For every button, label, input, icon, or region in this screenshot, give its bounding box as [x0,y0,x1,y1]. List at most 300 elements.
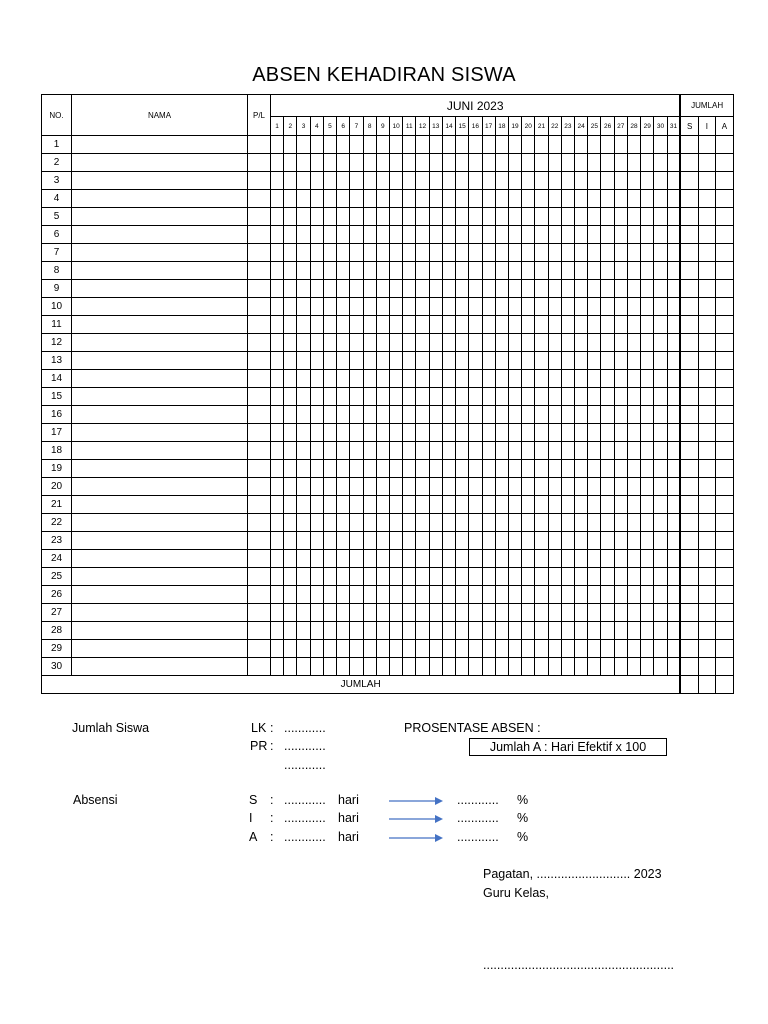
day-cell [442,298,455,316]
day-cell [627,352,640,370]
day-cell [601,208,614,226]
day-cell [376,586,389,604]
pr-label: PR [250,739,268,753]
day-cell [561,388,574,406]
day-cell [667,640,680,658]
day-cell [588,604,601,622]
day-cell [667,658,680,676]
day-cell [350,136,363,154]
pl-cell [248,622,271,640]
day-cell [456,550,469,568]
day-cell [323,262,336,280]
day-cell [297,604,310,622]
day-cell [614,478,627,496]
day-cell [403,208,416,226]
day-cell [323,496,336,514]
day-cell [442,226,455,244]
day-cell [389,352,402,370]
day-cell [416,352,429,370]
day-cell [614,262,627,280]
day-cell [310,496,323,514]
day-cell [403,532,416,550]
day-cell [641,370,654,388]
summary-cell [698,478,715,496]
day-cell [403,586,416,604]
day-cell [363,352,376,370]
day-cell [403,460,416,478]
summary-cell [715,640,733,658]
day-cell [469,262,482,280]
day-cell [535,568,548,586]
summary-cell [698,442,715,460]
day-cell [284,568,297,586]
day-cell [601,136,614,154]
day-cell [429,496,442,514]
day-cell [363,316,376,334]
summary-cell [715,316,733,334]
day-cell [654,622,667,640]
day-cell [376,424,389,442]
header-day: 12 [416,117,429,136]
day-cell [482,496,495,514]
name-cell [72,262,248,280]
day-cell [535,604,548,622]
day-cell [363,136,376,154]
day-cell [561,586,574,604]
day-cell [561,460,574,478]
summary-cell [698,190,715,208]
day-cell [456,316,469,334]
day-cell [389,334,402,352]
day-cell [601,658,614,676]
row-number: 4 [42,190,72,208]
day-cell [548,244,561,262]
day-cell [535,280,548,298]
day-cell [641,532,654,550]
day-cell [508,478,521,496]
name-cell [72,478,248,496]
day-cell [389,370,402,388]
day-cell [469,208,482,226]
table-row [42,388,734,406]
day-cell [588,568,601,586]
day-cell [588,262,601,280]
day-cell [482,244,495,262]
day-cell [323,604,336,622]
day-cell [389,550,402,568]
day-cell [337,208,350,226]
table-row [42,514,734,532]
name-cell [72,298,248,316]
header-day: 13 [429,117,442,136]
name-cell [72,460,248,478]
summary-cell [715,532,733,550]
day-cell [350,532,363,550]
day-cell [522,334,535,352]
day-cell [416,658,429,676]
day-cell [522,370,535,388]
summary-cell [698,586,715,604]
day-cell [337,622,350,640]
day-cell [495,586,508,604]
summary-cell [715,406,733,424]
table-row [42,640,734,658]
pl-cell [248,334,271,352]
pl-cell [248,208,271,226]
day-cell [614,460,627,478]
name-cell [72,136,248,154]
summary-cell [680,154,698,172]
day-cell [535,334,548,352]
day-cell [363,208,376,226]
day-cell [271,388,284,406]
row-number: 8 [42,262,72,280]
table-row [42,604,734,622]
day-cell [561,622,574,640]
day-cell [323,622,336,640]
day-cell [442,478,455,496]
day-cell [667,226,680,244]
day-cell [561,406,574,424]
day-cell [482,154,495,172]
day-cell [323,280,336,298]
day-cell [363,604,376,622]
day-cell [403,226,416,244]
day-cell [429,406,442,424]
day-cell [456,622,469,640]
day-cell [284,532,297,550]
day-cell [403,316,416,334]
day-cell [403,298,416,316]
day-cell [627,370,640,388]
day-cell [508,460,521,478]
day-cell [456,154,469,172]
summary-cell [680,190,698,208]
day-cell [350,172,363,190]
day-cell [442,370,455,388]
row-number: 19 [42,460,72,478]
day-cell [416,442,429,460]
day-cell [271,640,284,658]
day-cell [389,136,402,154]
day-cell [627,568,640,586]
day-cell [429,622,442,640]
day-cell [350,298,363,316]
summary-cell [680,622,698,640]
day-cell [310,388,323,406]
day-cell [376,550,389,568]
day-cell [614,388,627,406]
day-cell [495,442,508,460]
day-cell [337,658,350,676]
summary-cell [715,586,733,604]
day-cell [323,226,336,244]
header-day: 8 [363,117,376,136]
day-cell [614,532,627,550]
day-cell [508,136,521,154]
day-cell [310,280,323,298]
day-cell [469,190,482,208]
day-cell [522,586,535,604]
header-day: 7 [350,117,363,136]
day-cell [323,424,336,442]
day-cell [482,568,495,586]
day-cell [614,298,627,316]
day-cell [297,622,310,640]
table-row [42,316,734,334]
day-cell [654,532,667,550]
day-cell [548,280,561,298]
day-cell [667,442,680,460]
day-cell [363,262,376,280]
summary-cell [698,298,715,316]
day-cell [522,424,535,442]
day-cell [310,658,323,676]
day-cell [389,190,402,208]
pl-cell [248,460,271,478]
page-title: ABSEN KEHADIRAN SISWA [252,64,516,86]
pl-cell [248,424,271,442]
day-cell [482,550,495,568]
day-cell [416,262,429,280]
summary-cell [698,262,715,280]
day-cell [535,658,548,676]
day-cell [456,172,469,190]
day-cell [575,298,588,316]
day-cell [376,496,389,514]
day-cell [323,568,336,586]
day-cell [363,460,376,478]
day-cell [284,190,297,208]
day-cell [363,280,376,298]
day-cell [495,568,508,586]
day-cell [561,136,574,154]
day-cell [337,244,350,262]
day-cell [508,406,521,424]
day-cell [654,154,667,172]
day-cell [297,514,310,532]
day-cell [588,532,601,550]
table-row [42,226,734,244]
day-cell [429,208,442,226]
day-cell [548,298,561,316]
day-cell [271,406,284,424]
day-cell [456,568,469,586]
day-cell [667,316,680,334]
day-cell [641,586,654,604]
day-cell [469,316,482,334]
day-cell [601,640,614,658]
summary-cell [680,262,698,280]
day-cell [561,532,574,550]
day-cell [535,316,548,334]
day-cell [337,514,350,532]
day-cell [337,532,350,550]
row-number: 29 [42,640,72,658]
table-row [42,280,734,298]
day-cell [284,658,297,676]
day-cell [641,478,654,496]
day-cell [614,640,627,658]
prosentase-label: PROSENTASE ABSEN : [404,721,541,735]
table-row [42,172,734,190]
day-cell [350,514,363,532]
day-cell [667,370,680,388]
day-cell [535,388,548,406]
header-day: 2 [284,117,297,136]
day-cell [469,370,482,388]
day-cell [575,550,588,568]
day-cell [614,316,627,334]
header-day: 14 [442,117,455,136]
name-cell [72,568,248,586]
day-cell [601,568,614,586]
day-cell [323,316,336,334]
day-cell [535,190,548,208]
day-cell [310,442,323,460]
day-cell [389,586,402,604]
day-cell [350,550,363,568]
day-cell [297,550,310,568]
i-hari: hari [338,811,359,825]
day-cell [522,244,535,262]
day-cell [641,298,654,316]
day-cell [442,460,455,478]
day-cell [588,658,601,676]
day-cell [389,568,402,586]
day-cell [416,388,429,406]
day-cell [469,586,482,604]
day-cell [297,208,310,226]
day-cell [522,640,535,658]
day-cell [561,640,574,658]
day-cell [482,442,495,460]
summary-cell [698,208,715,226]
day-cell [323,370,336,388]
day-cell [403,136,416,154]
day-cell [403,478,416,496]
day-cell [482,172,495,190]
day-cell [429,280,442,298]
day-cell [271,460,284,478]
day-cell [575,658,588,676]
day-cell [376,460,389,478]
day-cell [601,262,614,280]
day-cell [654,370,667,388]
day-cell [641,172,654,190]
day-cell [575,334,588,352]
table-row [42,244,734,262]
day-cell [416,154,429,172]
day-cell [389,460,402,478]
day-cell [641,154,654,172]
day-cell [482,334,495,352]
day-cell [548,262,561,280]
pl-cell [248,406,271,424]
row-number: 5 [42,208,72,226]
day-cell [561,442,574,460]
day-cell [363,532,376,550]
day-cell [469,658,482,676]
day-cell [271,622,284,640]
day-cell [442,352,455,370]
day-cell [548,190,561,208]
day-cell [323,658,336,676]
name-cell [72,622,248,640]
day-cell [575,190,588,208]
day-cell [561,208,574,226]
day-cell [654,136,667,154]
day-cell [614,568,627,586]
day-cell [403,424,416,442]
day-cell [561,190,574,208]
day-cell [469,496,482,514]
day-cell [614,604,627,622]
day-cell [456,406,469,424]
day-cell [482,352,495,370]
day-cell [469,550,482,568]
day-cell [601,532,614,550]
row-number: 3 [42,172,72,190]
day-cell [271,172,284,190]
i-result-dots: ............ [457,811,499,825]
day-cell [363,622,376,640]
day-cell [575,352,588,370]
day-cell [641,424,654,442]
day-cell [323,586,336,604]
day-cell [442,424,455,442]
day-cell [522,622,535,640]
day-cell [469,244,482,262]
name-cell [72,280,248,298]
day-cell [561,568,574,586]
day-cell [469,154,482,172]
day-cell [588,496,601,514]
row-number: 25 [42,568,72,586]
day-cell [654,262,667,280]
day-cell [271,316,284,334]
table-row [42,460,734,478]
day-cell [456,514,469,532]
day-cell [535,406,548,424]
day-cell [667,244,680,262]
summary-cell [715,226,733,244]
name-cell [72,658,248,676]
day-cell [535,226,548,244]
day-cell [416,640,429,658]
day-cell [469,460,482,478]
header-day: 15 [456,117,469,136]
day-cell [271,370,284,388]
day-cell [389,514,402,532]
day-cell [654,604,667,622]
day-cell [310,244,323,262]
day-cell [376,190,389,208]
day-cell [522,136,535,154]
day-cell [323,514,336,532]
a-result-dots: ............ [457,830,499,844]
summary-cell [715,622,733,640]
day-cell [284,640,297,658]
table-row [42,208,734,226]
day-cell [271,226,284,244]
name-cell [72,424,248,442]
day-cell [350,442,363,460]
day-cell [508,424,521,442]
day-cell [482,388,495,406]
day-cell [575,568,588,586]
day-cell [667,154,680,172]
